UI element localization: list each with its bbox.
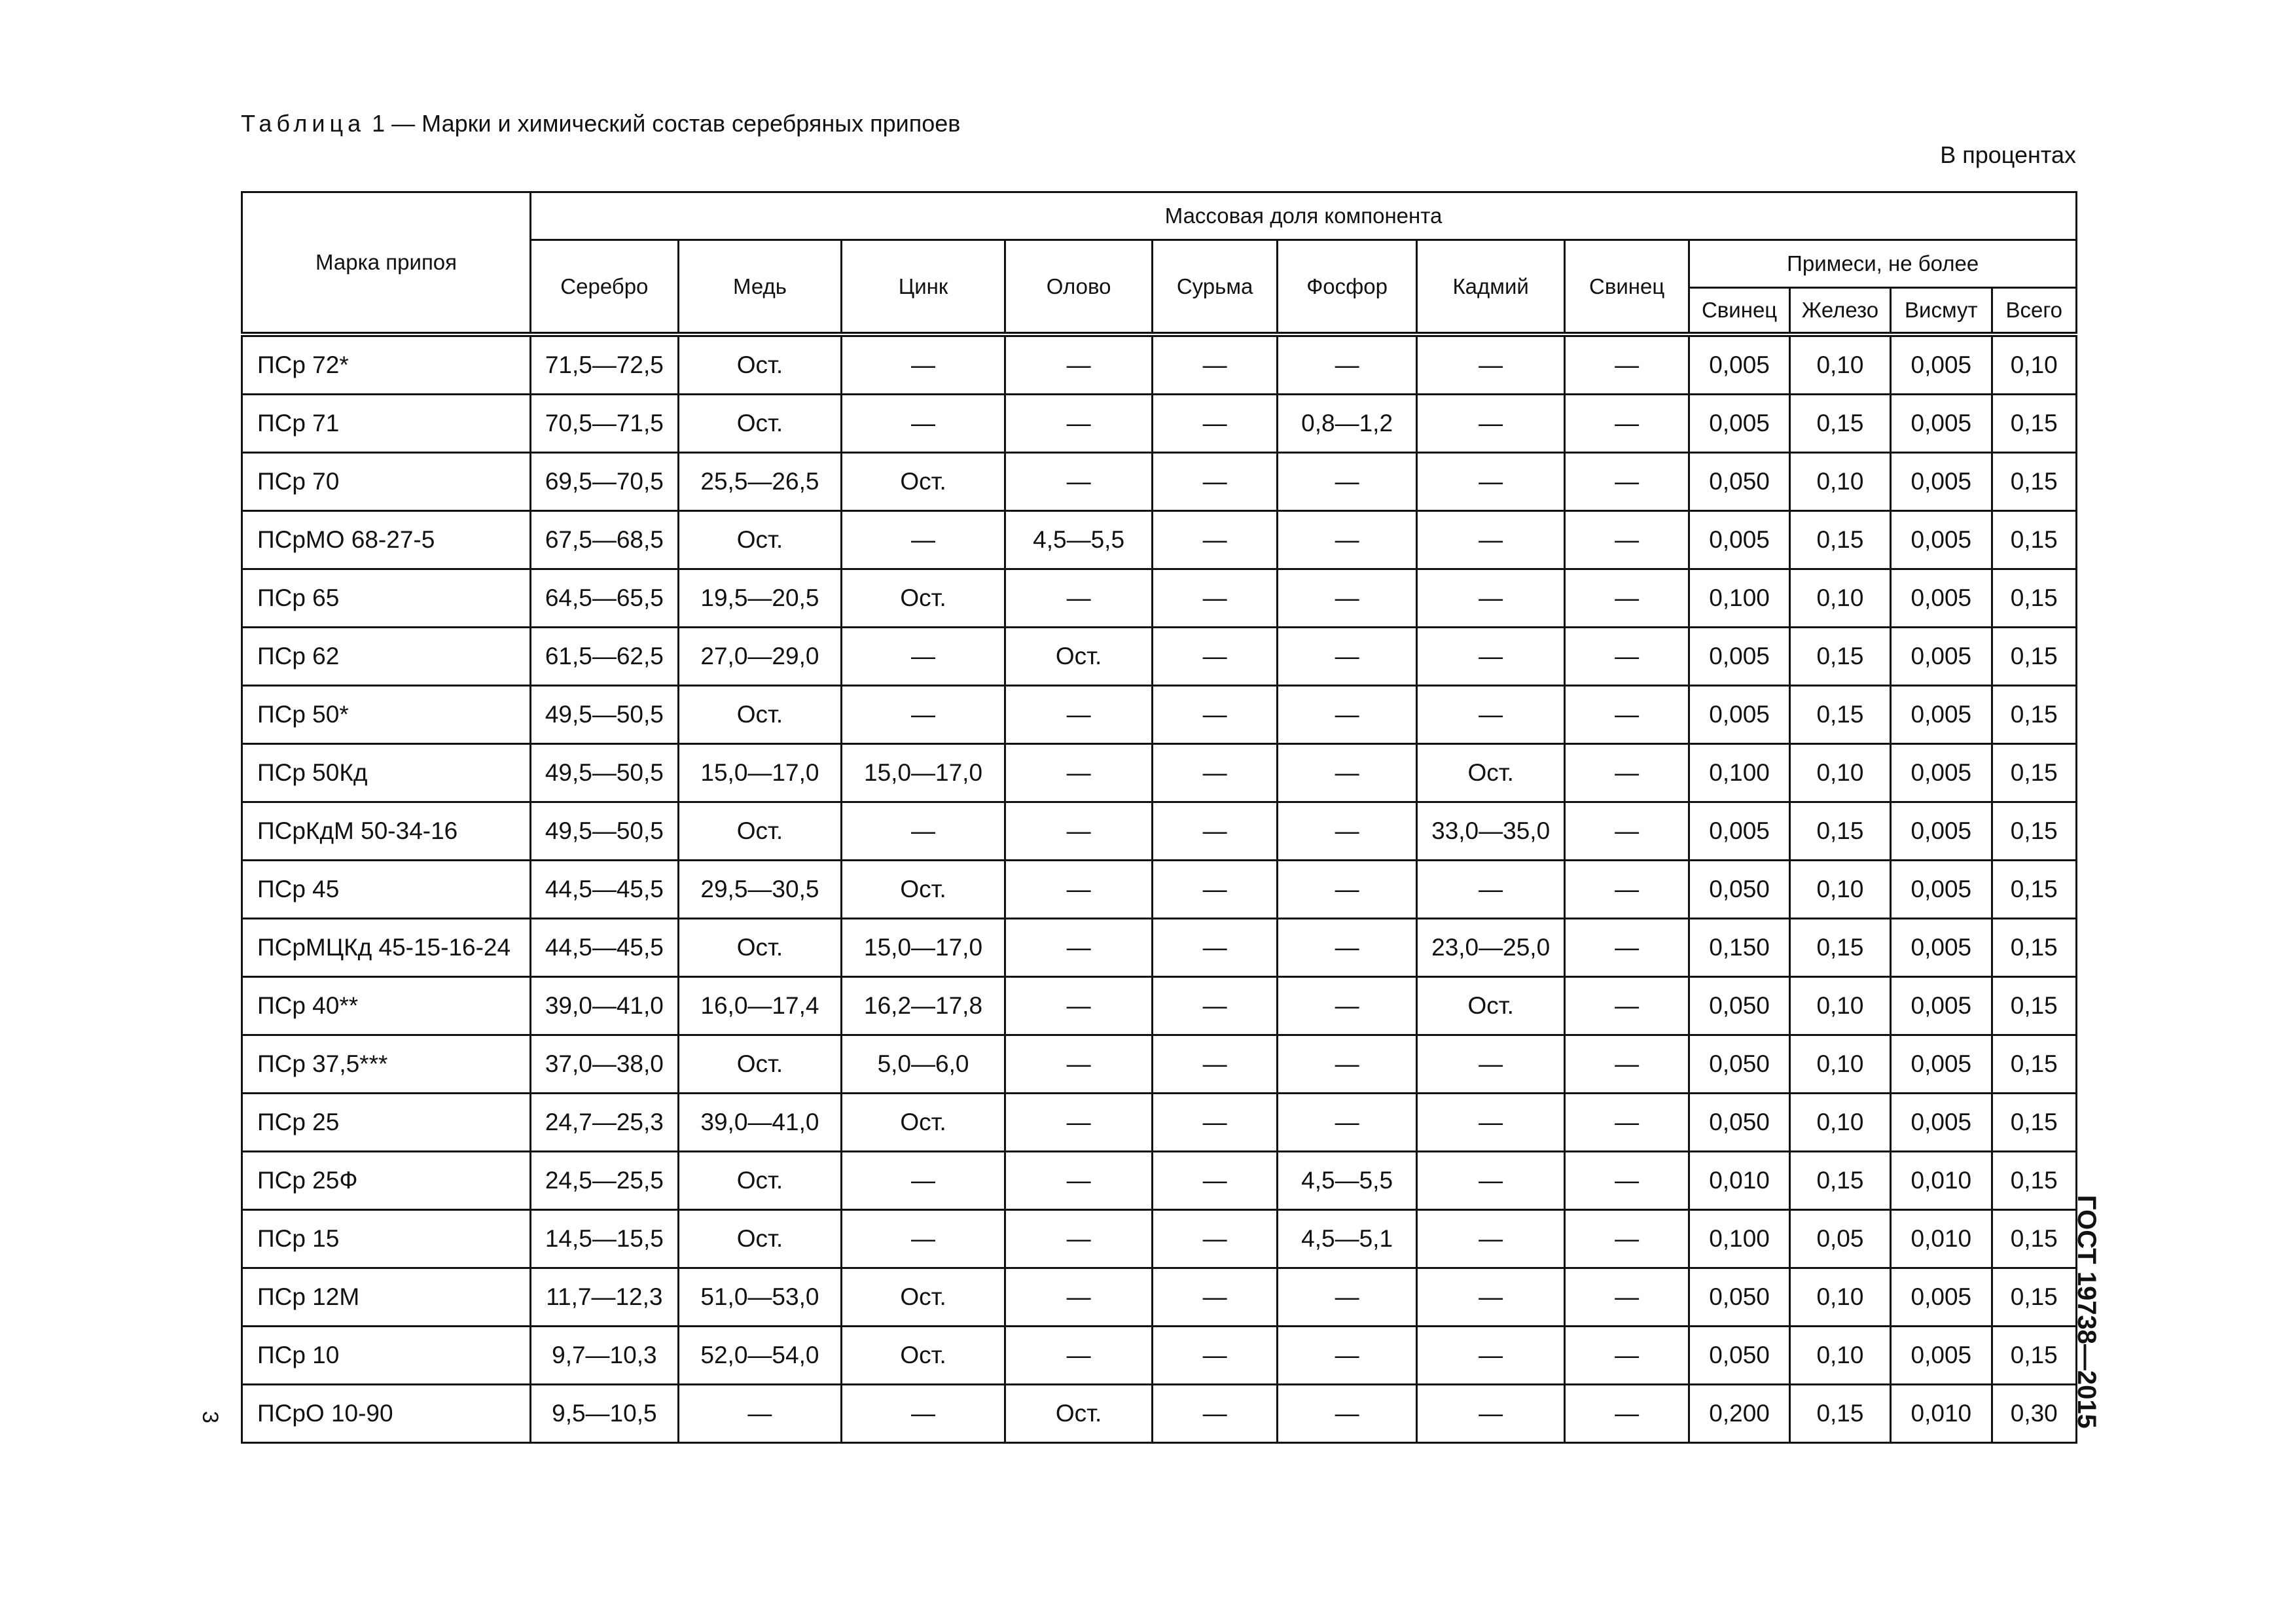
value-cell: —	[1005, 977, 1153, 1035]
value-cell: 49,5—50,5	[531, 802, 679, 861]
value-cell: —	[1564, 1268, 1689, 1327]
value-cell: 0,15	[1789, 1385, 1890, 1443]
value-cell: 0,050	[1689, 453, 1789, 511]
value-cell: —	[1564, 453, 1689, 511]
value-cell: 0,005	[1891, 511, 1992, 569]
value-cell: Ост.	[678, 919, 842, 977]
table-row	[242, 453, 2077, 511]
header-impurity: Свинец	[1689, 288, 1789, 335]
value-cell: 0,005	[1891, 977, 1992, 1035]
grade-cell: ПСр 40**	[242, 977, 531, 1035]
value-cell: 0,10	[1789, 569, 1890, 628]
value-cell: —	[1153, 802, 1277, 861]
value-cell: —	[842, 1210, 1005, 1268]
value-cell: 29,5—30,5	[678, 861, 842, 919]
value-cell: 0,005	[1891, 1268, 1992, 1327]
value-cell: 0,10	[1789, 1035, 1890, 1094]
value-cell: 27,0—29,0	[678, 628, 842, 686]
value-cell: 0,005	[1891, 802, 1992, 861]
value-cell: Ост.	[842, 1327, 1005, 1385]
value-cell: —	[1277, 628, 1417, 686]
value-cell: —	[1005, 861, 1153, 919]
value-cell: —	[1564, 569, 1689, 628]
value-cell: —	[1005, 1268, 1153, 1327]
value-cell: Ост.	[842, 1094, 1005, 1152]
value-cell: 24,5—25,5	[531, 1152, 679, 1210]
value-cell: 52,0—54,0	[678, 1327, 842, 1385]
page-number: 3	[198, 1411, 223, 1423]
value-cell: 0,005	[1891, 453, 1992, 511]
value-cell: 0,050	[1689, 861, 1789, 919]
value-cell: —	[842, 802, 1005, 861]
grade-cell: ПСр 25	[242, 1094, 531, 1152]
grade-cell: ПСр 72*	[242, 334, 531, 395]
value-cell: 11,7—12,3	[531, 1268, 679, 1327]
value-cell: 0,010	[1689, 1152, 1789, 1210]
value-cell: 0,050	[1689, 1094, 1789, 1152]
value-cell: —	[1005, 453, 1153, 511]
value-cell: 0,15	[1789, 511, 1890, 569]
grade-cell: ПСр 50Кд	[242, 744, 531, 802]
units-note: В процентах	[1940, 141, 2076, 168]
value-cell: —	[1277, 686, 1417, 744]
value-cell: 0,15	[1789, 395, 1890, 453]
value-cell: 0,15	[1992, 744, 2076, 802]
value-cell: 49,5—50,5	[531, 744, 679, 802]
value-cell: 0,005	[1891, 686, 1992, 744]
value-cell: 0,15	[1992, 569, 2076, 628]
value-cell: —	[1005, 334, 1153, 395]
value-cell: 33,0—35,0	[1417, 802, 1565, 861]
table-row	[242, 1385, 2077, 1443]
value-cell: —	[1153, 395, 1277, 453]
value-cell: 0,8—1,2	[1277, 395, 1417, 453]
value-cell: 5,0—6,0	[842, 1035, 1005, 1094]
value-cell: —	[1564, 1327, 1689, 1385]
table-row	[242, 919, 2077, 977]
value-cell: —	[1564, 1094, 1689, 1152]
table-row	[242, 511, 2077, 569]
value-cell: 71,5—72,5	[531, 334, 679, 395]
value-cell: —	[1417, 334, 1565, 395]
value-cell: —	[842, 686, 1005, 744]
table-row	[242, 802, 2077, 861]
value-cell: 0,005	[1891, 919, 1992, 977]
header-component: Олово	[1005, 240, 1153, 335]
value-cell: 9,5—10,5	[531, 1385, 679, 1443]
table-caption	[241, 110, 960, 137]
header-grade: Марка припоя	[242, 192, 531, 335]
value-cell: 15,0—17,0	[842, 744, 1005, 802]
value-cell: —	[1417, 686, 1565, 744]
grade-cell: ПСрО 10-90	[242, 1385, 531, 1443]
table-caption-label: Таблица	[241, 110, 366, 137]
value-cell: —	[1153, 977, 1277, 1035]
value-cell: —	[1417, 511, 1565, 569]
value-cell: 61,5—62,5	[531, 628, 679, 686]
value-cell: —	[1277, 1268, 1417, 1327]
value-cell: —	[1153, 744, 1277, 802]
header-impurity: Железо	[1789, 288, 1890, 335]
value-cell: —	[1153, 1094, 1277, 1152]
value-cell: Ост.	[678, 1152, 842, 1210]
value-cell: 0,005	[1689, 686, 1789, 744]
value-cell: —	[1005, 686, 1153, 744]
grade-cell: ПСрМО 68-27-5	[242, 511, 531, 569]
table-row	[242, 628, 2077, 686]
value-cell: Ост.	[678, 686, 842, 744]
value-cell: —	[1153, 511, 1277, 569]
solder-composition-table	[241, 191, 2077, 1444]
value-cell: —	[1153, 1210, 1277, 1268]
value-cell: 0,050	[1689, 1035, 1789, 1094]
value-cell: —	[1277, 977, 1417, 1035]
value-cell: 0,005	[1891, 744, 1992, 802]
value-cell: Ост.	[842, 569, 1005, 628]
value-cell: 0,005	[1891, 334, 1992, 395]
value-cell: —	[1005, 1035, 1153, 1094]
value-cell: 0,10	[1789, 861, 1890, 919]
value-cell: —	[1417, 1385, 1565, 1443]
value-cell: —	[1277, 919, 1417, 977]
value-cell: 25,5—26,5	[678, 453, 842, 511]
value-cell: 0,100	[1689, 1210, 1789, 1268]
value-cell: 0,05	[1789, 1210, 1890, 1268]
value-cell: —	[1153, 1035, 1277, 1094]
value-cell: —	[1277, 1094, 1417, 1152]
header-component: Свинец	[1564, 240, 1689, 335]
value-cell: —	[842, 628, 1005, 686]
value-cell: —	[1564, 1035, 1689, 1094]
value-cell: —	[1005, 802, 1153, 861]
value-cell: 9,7—10,3	[531, 1327, 679, 1385]
header-impurities: Примеси, не более	[1689, 240, 2077, 288]
value-cell: —	[1417, 453, 1565, 511]
value-cell: Ост.	[1005, 628, 1153, 686]
value-cell: 49,5—50,5	[531, 686, 679, 744]
value-cell: 0,010	[1891, 1210, 1992, 1268]
value-cell: Ост.	[842, 861, 1005, 919]
value-cell: Ост.	[678, 334, 842, 395]
value-cell: —	[1153, 1327, 1277, 1385]
value-cell: 0,005	[1891, 395, 1992, 453]
value-cell: —	[1417, 861, 1565, 919]
grade-cell: ПСр 37,5***	[242, 1035, 531, 1094]
value-cell: 0,005	[1891, 1035, 1992, 1094]
value-cell: 0,100	[1689, 569, 1789, 628]
value-cell: —	[1564, 1210, 1689, 1268]
grade-cell: ПСрКдМ 50-34-16	[242, 802, 531, 861]
value-cell: —	[1417, 1094, 1565, 1152]
value-cell: 0,005	[1891, 1094, 1992, 1152]
table-row	[242, 861, 2077, 919]
value-cell: —	[1005, 1210, 1153, 1268]
value-cell: 0,15	[1992, 1094, 2076, 1152]
value-cell: 67,5—68,5	[531, 511, 679, 569]
value-cell: —	[1153, 861, 1277, 919]
grade-cell: ПСр 50*	[242, 686, 531, 744]
value-cell: —	[1277, 802, 1417, 861]
grade-cell: ПСр 45	[242, 861, 531, 919]
value-cell: —	[1417, 569, 1565, 628]
value-cell: Ост.	[842, 1268, 1005, 1327]
value-cell: 0,15	[1789, 802, 1890, 861]
value-cell: 0,10	[1789, 334, 1890, 395]
table-row	[242, 1327, 2077, 1385]
value-cell: —	[1005, 1094, 1153, 1152]
header-component: Кадмий	[1417, 240, 1565, 335]
value-cell: —	[1564, 686, 1689, 744]
value-cell: —	[1005, 744, 1153, 802]
value-cell: —	[1153, 686, 1277, 744]
value-cell: —	[1417, 1268, 1565, 1327]
value-cell: —	[1564, 511, 1689, 569]
value-cell: 0,005	[1891, 628, 1992, 686]
value-cell: 0,10	[1789, 977, 1890, 1035]
value-cell: —	[678, 1385, 842, 1443]
value-cell: 0,150	[1689, 919, 1789, 977]
table-row	[242, 977, 2077, 1035]
value-cell: Ост.	[842, 453, 1005, 511]
value-cell: 0,15	[1992, 1268, 2076, 1327]
value-cell: 0,15	[1789, 1152, 1890, 1210]
value-cell: 0,10	[1789, 453, 1890, 511]
value-cell: 0,005	[1689, 334, 1789, 395]
value-cell: 0,050	[1689, 977, 1789, 1035]
value-cell: 44,5—45,5	[531, 919, 679, 977]
value-cell: 0,15	[1992, 1035, 2076, 1094]
value-cell: Ост.	[678, 1035, 842, 1094]
value-cell: —	[1153, 453, 1277, 511]
value-cell: —	[842, 334, 1005, 395]
header-component: Медь	[678, 240, 842, 335]
value-cell: 0,10	[1789, 1268, 1890, 1327]
value-cell: 0,005	[1689, 511, 1789, 569]
value-cell: 0,15	[1789, 686, 1890, 744]
grade-cell: ПСр 25Ф	[242, 1152, 531, 1210]
grade-cell: ПСр 70	[242, 453, 531, 511]
value-cell: —	[842, 395, 1005, 453]
table-row	[242, 1152, 2077, 1210]
value-cell: —	[842, 1385, 1005, 1443]
value-cell: 4,5—5,5	[1277, 1152, 1417, 1210]
value-cell: 0,10	[1992, 334, 2076, 395]
table-row	[242, 1268, 2077, 1327]
header-impurity: Всего	[1992, 288, 2076, 335]
standard-code: ГОСТ 19738—2015	[2072, 1195, 2101, 1429]
table-row	[242, 334, 2077, 395]
value-cell: —	[1564, 1152, 1689, 1210]
value-cell: 14,5—15,5	[531, 1210, 679, 1268]
value-cell: 0,15	[1992, 511, 2076, 569]
value-cell: 0,10	[1789, 1094, 1890, 1152]
value-cell: 70,5—71,5	[531, 395, 679, 453]
value-cell: —	[1005, 1327, 1153, 1385]
table-row	[242, 1210, 2077, 1268]
header-component: Серебро	[531, 240, 679, 335]
value-cell: 0,005	[1689, 628, 1789, 686]
value-cell: —	[1277, 334, 1417, 395]
value-cell: 0,15	[1992, 1327, 2076, 1385]
value-cell: 0,15	[1992, 919, 2076, 977]
header-component: Цинк	[842, 240, 1005, 335]
value-cell: 0,15	[1992, 453, 2076, 511]
value-cell: 39,0—41,0	[531, 977, 679, 1035]
header-component: Сурьма	[1153, 240, 1277, 335]
value-cell: —	[1277, 453, 1417, 511]
value-cell: —	[1417, 628, 1565, 686]
table-row	[242, 395, 2077, 453]
table-header	[242, 192, 2077, 335]
value-cell: 0,005	[1891, 569, 1992, 628]
value-cell: Ост.	[678, 395, 842, 453]
value-cell: —	[1564, 861, 1689, 919]
value-cell: —	[1277, 511, 1417, 569]
value-cell: 0,005	[1891, 1327, 1992, 1385]
value-cell: —	[1005, 569, 1153, 628]
value-cell: —	[1153, 1152, 1277, 1210]
value-cell: —	[1564, 1385, 1689, 1443]
value-cell: 0,050	[1689, 1327, 1789, 1385]
grade-cell: ПСр 71	[242, 395, 531, 453]
value-cell: 16,2—17,8	[842, 977, 1005, 1035]
value-cell: 0,100	[1689, 744, 1789, 802]
value-cell: —	[842, 1152, 1005, 1210]
value-cell: —	[1564, 802, 1689, 861]
value-cell: 37,0—38,0	[531, 1035, 679, 1094]
value-cell: 51,0—53,0	[678, 1268, 842, 1327]
value-cell: —	[1564, 628, 1689, 686]
value-cell: 44,5—45,5	[531, 861, 679, 919]
value-cell: 0,15	[1992, 395, 2076, 453]
value-cell: 0,005	[1891, 861, 1992, 919]
value-cell: 0,15	[1992, 861, 2076, 919]
value-cell: —	[1153, 334, 1277, 395]
value-cell: Ост.	[678, 511, 842, 569]
value-cell: —	[1417, 1327, 1565, 1385]
value-cell: —	[1417, 1152, 1565, 1210]
value-cell: —	[1417, 395, 1565, 453]
value-cell: —	[1277, 569, 1417, 628]
table-caption-text: 1 — Марки и химический состав серебряных припоев	[365, 110, 961, 137]
table-row	[242, 569, 2077, 628]
value-cell: Ост.	[1417, 744, 1565, 802]
value-cell: 64,5—65,5	[531, 569, 679, 628]
value-cell: —	[1564, 744, 1689, 802]
value-cell: —	[1277, 1327, 1417, 1385]
grade-cell: ПСр 65	[242, 569, 531, 628]
value-cell: 0,005	[1689, 802, 1789, 861]
value-cell: 0,15	[1992, 977, 2076, 1035]
grade-cell: ПСр 15	[242, 1210, 531, 1268]
table-row	[242, 1035, 2077, 1094]
value-cell: 0,200	[1689, 1385, 1789, 1443]
grade-cell: ПСрМЦКд 45-15-16-24	[242, 919, 531, 977]
value-cell: 0,15	[1992, 1210, 2076, 1268]
value-cell: Ост.	[1005, 1385, 1153, 1443]
value-cell: —	[1417, 1210, 1565, 1268]
header-impurity: Висмут	[1891, 288, 1992, 335]
value-cell: 4,5—5,5	[1005, 511, 1153, 569]
value-cell: —	[1277, 744, 1417, 802]
value-cell: 0,15	[1992, 686, 2076, 744]
value-cell: —	[1153, 569, 1277, 628]
value-cell: 0,15	[1992, 628, 2076, 686]
value-cell: —	[1153, 1268, 1277, 1327]
value-cell: Ост.	[678, 802, 842, 861]
grade-cell: ПСр 10	[242, 1327, 531, 1385]
value-cell: —	[1277, 1385, 1417, 1443]
table-body	[242, 334, 2077, 1443]
value-cell: —	[1564, 977, 1689, 1035]
value-cell: 0,15	[1789, 919, 1890, 977]
value-cell: 15,0—17,0	[678, 744, 842, 802]
value-cell: 19,5—20,5	[678, 569, 842, 628]
value-cell: —	[1153, 628, 1277, 686]
value-cell: 23,0—25,0	[1417, 919, 1565, 977]
value-cell: Ост.	[1417, 977, 1565, 1035]
table-row	[242, 744, 2077, 802]
value-cell: —	[1564, 334, 1689, 395]
grade-cell: ПСр 12М	[242, 1268, 531, 1327]
value-cell: —	[1153, 1385, 1277, 1443]
table-row	[242, 1094, 2077, 1152]
grade-cell: ПСр 62	[242, 628, 531, 686]
value-cell: —	[1005, 919, 1153, 977]
value-cell: 0,10	[1789, 744, 1890, 802]
value-cell: 0,010	[1891, 1152, 1992, 1210]
value-cell: 0,010	[1891, 1385, 1992, 1443]
value-cell: 16,0—17,4	[678, 977, 842, 1035]
value-cell: 0,30	[1992, 1385, 2076, 1443]
value-cell: —	[842, 511, 1005, 569]
value-cell: —	[1277, 1035, 1417, 1094]
value-cell: 4,5—5,1	[1277, 1210, 1417, 1268]
value-cell: —	[1564, 395, 1689, 453]
table-row	[242, 686, 2077, 744]
value-cell: —	[1153, 919, 1277, 977]
value-cell: 24,7—25,3	[531, 1094, 679, 1152]
value-cell: —	[1005, 395, 1153, 453]
value-cell: 0,10	[1789, 1327, 1890, 1385]
value-cell: 69,5—70,5	[531, 453, 679, 511]
value-cell: —	[1277, 861, 1417, 919]
value-cell: Ост.	[678, 1210, 842, 1268]
value-cell: 0,005	[1689, 395, 1789, 453]
value-cell: 15,0—17,0	[842, 919, 1005, 977]
value-cell: 0,15	[1789, 628, 1890, 686]
header-mass-fraction: Массовая доля компонента	[531, 192, 2077, 240]
header-component: Фосфор	[1277, 240, 1417, 335]
value-cell: 39,0—41,0	[678, 1094, 842, 1152]
value-cell: 0,15	[1992, 1152, 2076, 1210]
value-cell: 0,050	[1689, 1268, 1789, 1327]
value-cell: —	[1564, 919, 1689, 977]
value-cell: —	[1417, 1035, 1565, 1094]
value-cell: 0,15	[1992, 802, 2076, 861]
value-cell: —	[1005, 1152, 1153, 1210]
